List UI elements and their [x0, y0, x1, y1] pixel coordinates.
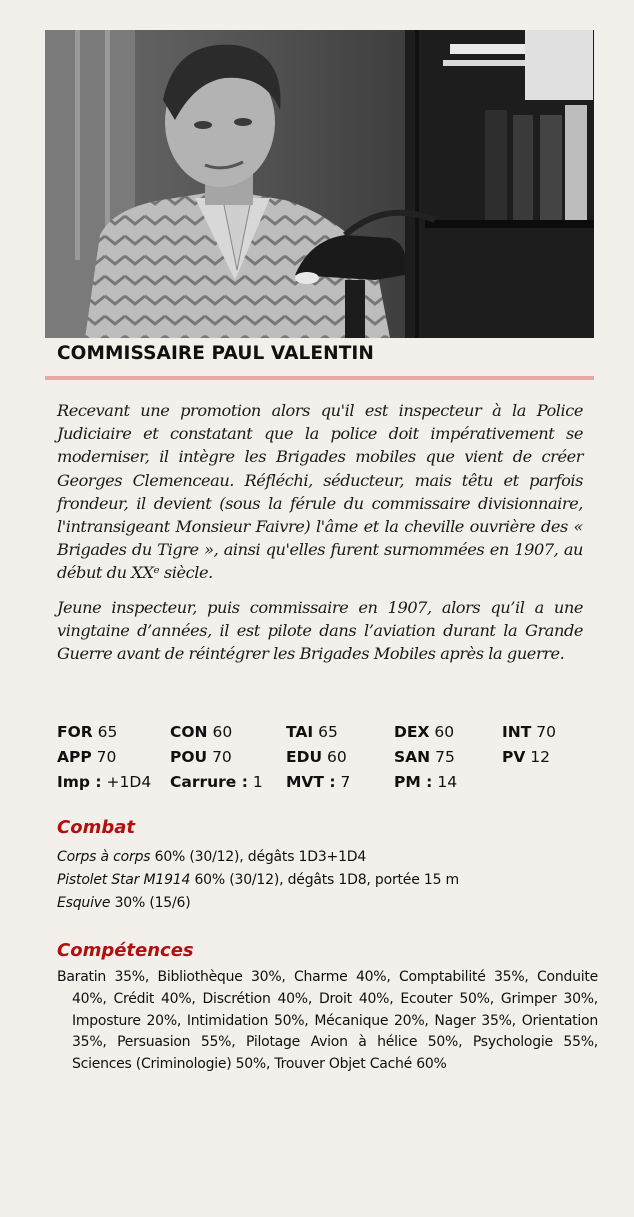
stat-label: DEX [394, 723, 430, 741]
stat-int [502, 723, 556, 741]
stats-row [57, 723, 597, 748]
stat-edu [286, 748, 347, 766]
biography-paragraph: Recevant une promotion alors qu'il est inspecteur à la Police Judiciaire et constatant que la police doit impérativement se moderniser, il intègre les Brigades mobiles que vient de créer Georges Clemenceau. Réfléchi, séducteur, mais têtu et parfois frondeur, il devient (sous la férule du commissaire divisionnaire, l'intransigeant Monsieur Faivre) l'âme et la cheville ouvrière des « Brigades du Tigre », ainsi qu'elles furent surnommées en 1907, au début du XXᵉ siècle. [57, 401, 583, 583]
stat-label: MVT : [286, 773, 336, 791]
characteristics-block [57, 723, 597, 798]
stat-label: PM : [394, 773, 433, 791]
stat-pv [502, 748, 550, 766]
stat-label: EDU [286, 748, 323, 766]
character-name: COMMISSAIRE PAUL VALENTIN [57, 343, 374, 364]
biography [57, 399, 583, 676]
stat-value: 1 [252, 773, 263, 791]
combat-line [57, 846, 597, 869]
stat-value: +1D4 [106, 773, 152, 791]
combat-detail: 60% (30/12), dégâts 1D8, portée 15 m [194, 872, 459, 888]
stat-for [57, 723, 117, 741]
stat-value: 14 [437, 773, 458, 791]
skills-heading: Compétences [57, 940, 194, 961]
stat-value: 70 [212, 748, 232, 766]
stat-label: CON [170, 723, 208, 741]
combat-detail: 60% (30/12), dégâts 1D3+1D4 [154, 849, 367, 865]
stat-value: 60 [326, 748, 347, 766]
stat-dex [394, 723, 454, 741]
combat-line [57, 869, 597, 892]
character-portrait [45, 30, 594, 338]
stat-label: INT [502, 723, 532, 741]
skills-list: Baratin 35%, Bibliothèque 30%, Charme 40%, Comptabilité 35%, Conduite 40%, Crédit 40%, Discrétion 40%, Droit 40%, Ecouter 50%, Grimper 30%, Imposture 20%, Intimidation 50%, Mécanique 20%, Nager 35%, Orientation 35%, Persuasion 55%, Pilotage Avion à hélice 50%, Psychologie 55%, Sciences (Criminologie) 50%, Trouver Objet Caché 60% [57, 969, 598, 1073]
stat-label: Carrure : [170, 773, 248, 791]
stat-tai [286, 723, 338, 741]
combat-line [57, 892, 597, 915]
stat-carrure [170, 773, 263, 791]
stat-label: FOR [57, 723, 93, 741]
stat-value: 65 [318, 723, 338, 741]
stat-imp [57, 773, 151, 791]
stat-value: 70 [96, 748, 117, 766]
stat-pou [170, 748, 232, 766]
stat-value: 60 [434, 723, 455, 741]
stat-con [170, 723, 232, 741]
combat-name: Esquive [57, 895, 111, 911]
stat-value: 7 [340, 773, 351, 791]
combat-heading: Combat [57, 817, 135, 838]
stat-pm [394, 773, 457, 791]
stat-label: Imp : [57, 773, 102, 791]
title-divider [45, 376, 594, 380]
stats-row [57, 773, 597, 798]
biography-paragraph: Jeune inspecteur, puis commissaire en 1907, alors qu’il a une vingtaine d’années, il est pilote dans l’aviation durant la Grande Guerre avant de réintégrer les Brigades Mobiles après la guerre. [57, 597, 583, 664]
stat-label: SAN [394, 748, 431, 766]
stat-label: POU [170, 748, 208, 766]
stat-app [57, 748, 116, 766]
stat-value: 75 [435, 748, 455, 766]
portrait-illustration [45, 30, 594, 338]
combat-name: Pistolet Star M1914 [57, 872, 191, 888]
stat-value: 65 [97, 723, 118, 741]
stat-label: TAI [286, 723, 314, 741]
stat-label: APP [57, 748, 92, 766]
stats-row [57, 748, 597, 773]
stat-value: 12 [530, 748, 551, 766]
stat-san [394, 748, 455, 766]
combat-name: Corps à corps [57, 849, 151, 865]
stat-value: 60 [212, 723, 233, 741]
stat-label: PV [502, 748, 526, 766]
stat-mvt [286, 773, 350, 791]
combat-detail: 30% (15/6) [114, 895, 191, 911]
combat-list [57, 846, 597, 915]
stat-value: 70 [536, 723, 556, 741]
